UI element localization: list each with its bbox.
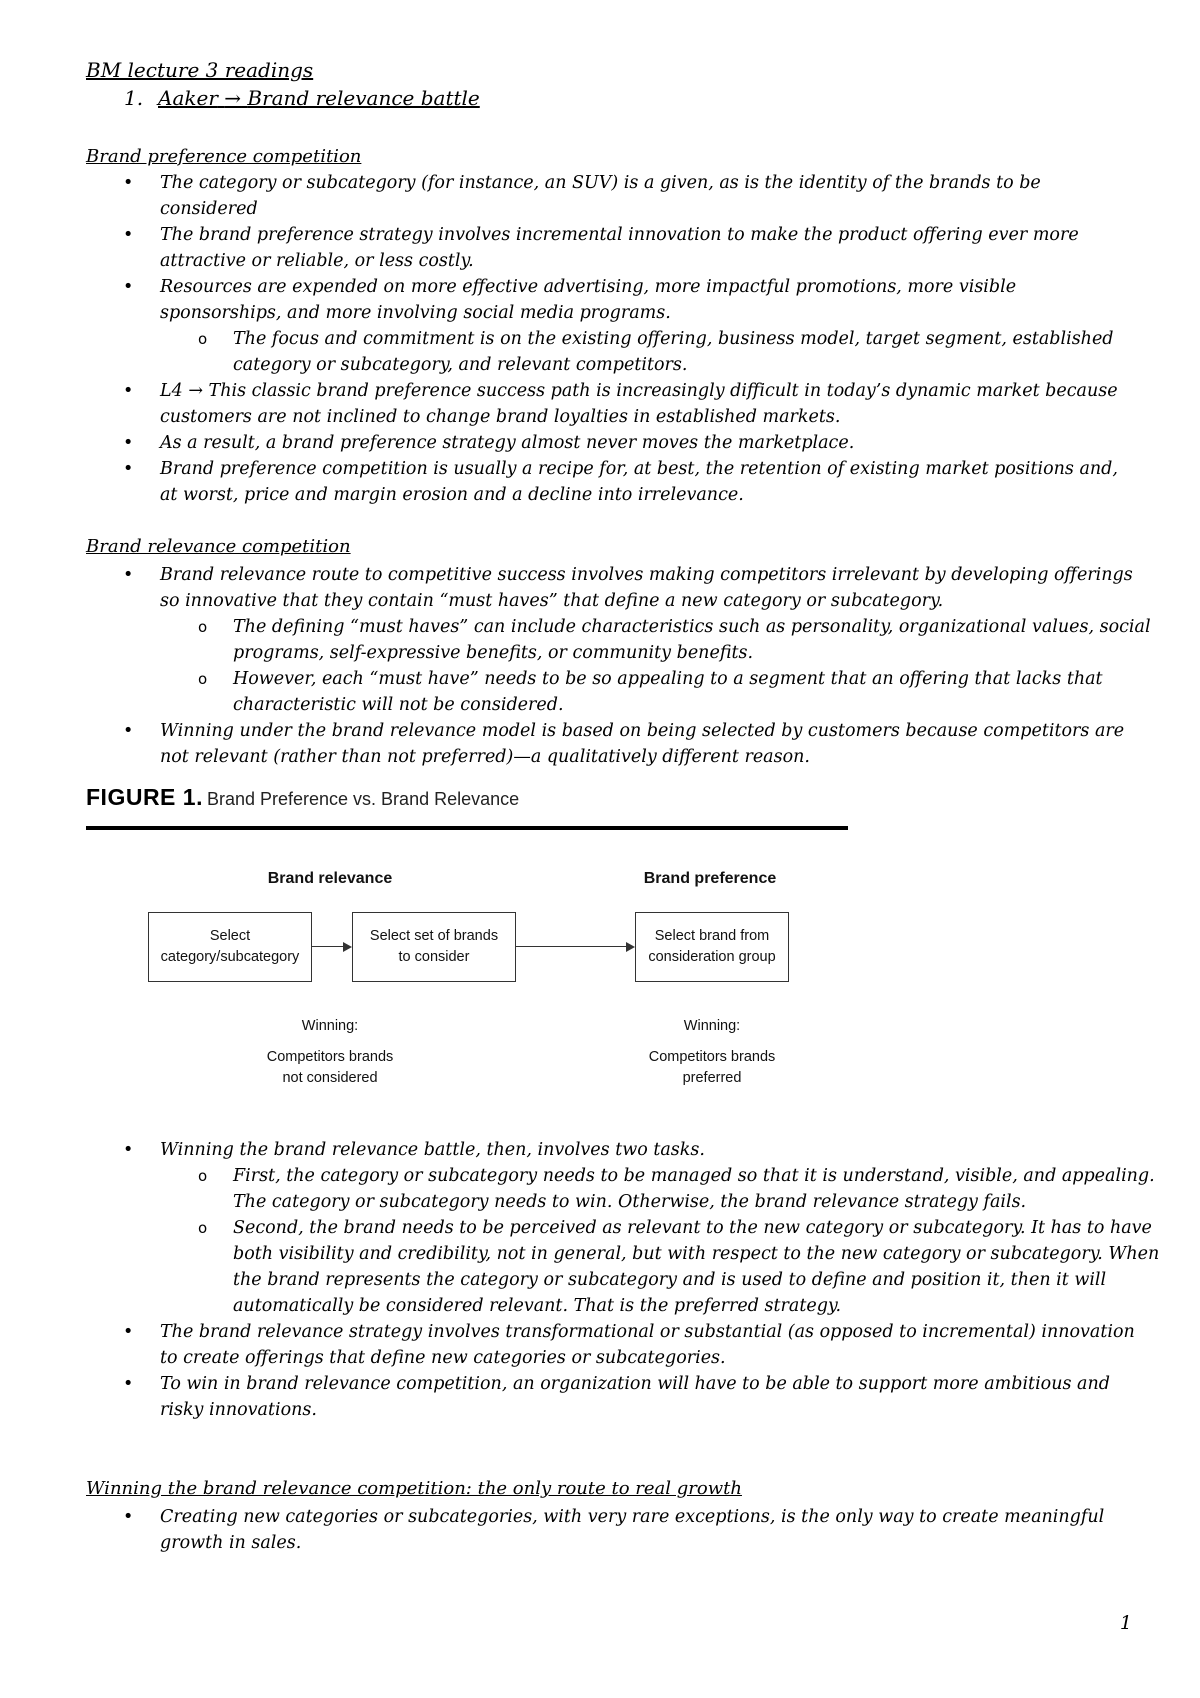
figure-box-select-set: [352, 912, 516, 982]
figure-winning-text: Competitors brands: [648, 1049, 776, 1065]
sub-list-item: o Second, the brand needs to be perceived as relevant to the new category or subcategory. It has to have both visibility and credibility, not in general, but with respect to the new category or subcategory. When the brand represents the category or subcategory and is used to define and position it, then it will automatically be considered relevant. That is the preferred strategy.: [0, 1215, 1200, 1319]
sub-list-item: o First, the category or subcategory needs to be managed so that it is understand, visible, and appealing. The category or subcategory needs to win. Otherwise, the brand relevance strategy fails.: [0, 1163, 1200, 1215]
list-item: • L4 → This classic brand preference success path is increasingly difficult in today’s dynamic market because customers are not inclined to change brand loyalties in established markets.: [0, 378, 1200, 430]
list-item: • Brand relevance route to competitive success involves making competitors irrelevant by developing offerings so innovative that they contain “must haves” that define a new category or subcategory.: [0, 562, 1200, 614]
figure-box-text: to consider: [398, 949, 470, 965]
preference-list: [0, 170, 1200, 508]
figure-winning-text: not considered: [282, 1070, 378, 1086]
figure-arrow-line: [312, 946, 343, 947]
section-heading-growth: Winning the brand relevance competition: the only route to real growth: [86, 1478, 742, 1499]
relevance-list: [0, 562, 1200, 770]
sub-list-item: o The defining “must haves” can include characteristics such as personality, organizational values, social programs, self-expressive benefits, or community benefits.: [0, 614, 1200, 666]
figure-winning-title: Winning:: [683, 1018, 741, 1034]
document-title: BM lecture 3 readings: [86, 58, 314, 82]
battle-list: [0, 1137, 1200, 1423]
arrow-right-icon: [343, 942, 352, 952]
figure-caption: [86, 784, 519, 811]
list-item: • To win in brand relevance competition, an organization will have to be able to support more ambitious and risky innovations.: [0, 1371, 1200, 1423]
figure-relevance-heading: Brand relevance: [267, 870, 393, 887]
figure-box-text: category/subcategory: [160, 949, 300, 965]
figure-box-select-category: [148, 912, 312, 982]
figure-box-text: Select brand from: [654, 928, 770, 944]
figure-label: FIGURE 1.: [86, 784, 203, 810]
figure-box-select-brand: [635, 912, 789, 982]
sub-list-item: o However, each “must have” needs to be so appealing to a segment that an offering that lacks that characteristic will not be considered.: [0, 666, 1200, 718]
figure-divider: [86, 826, 848, 830]
figure-box-text: Select set of brands: [369, 928, 499, 944]
figure-box-text: consideration group: [648, 949, 776, 965]
section-heading-preference: Brand preference competition: [86, 146, 362, 167]
list-item: • The category or subcategory (for instance, an SUV) is a given, as is the identity of the brands to be considered: [0, 170, 1200, 222]
page-number: 1: [1119, 1612, 1132, 1634]
list-item: • The brand preference strategy involves incremental innovation to make the product offering ever more attractive or reliable, or less costly.: [0, 222, 1200, 274]
figure-winning-relevance: [230, 1016, 430, 1089]
growth-list: [0, 1504, 1200, 1556]
figure-preference-heading: Brand preference: [643, 870, 777, 887]
list-item: • Resources are expended on more effective advertising, more impactful promotions, more visible sponsorships, and more involving social media programs.: [0, 274, 1200, 326]
reading-heading: [124, 86, 480, 110]
sub-list-item: o The focus and commitment is on the existing offering, business model, target segment, established category or subcategory, and relevant competitors.: [0, 326, 1200, 378]
reading-topic: Brand relevance battle: [247, 86, 480, 110]
figure-winning-text: preferred: [682, 1070, 742, 1086]
list-item: • Winning the brand relevance battle, then, involves two tasks.: [0, 1137, 1200, 1163]
figure-arrow-line: [516, 946, 626, 947]
list-item: • Brand preference competition is usually a recipe for, at best, the retention of existing market positions and, at worst, price and margin erosion and a decline into irrelevance.: [0, 456, 1200, 508]
figure-winning-text: Competitors brands: [266, 1049, 394, 1065]
arrow-right-icon: [626, 942, 635, 952]
reading-author: Aaker: [158, 86, 218, 110]
figure-box-text: Select: [209, 928, 251, 944]
reading-number: 1.: [124, 86, 144, 110]
list-item: • As a result, a brand preference strategy almost never moves the marketplace.: [0, 430, 1200, 456]
figure-winning-preference: [612, 1016, 812, 1089]
section-heading-relevance: Brand relevance competition: [86, 536, 351, 557]
arrow-right-icon: →: [224, 86, 242, 110]
figure-title: Brand Preference vs. Brand Relevance: [206, 789, 520, 809]
list-item: • The brand relevance strategy involves transformational or substantial (as opposed to incremental) innovation to create offerings that define new categories or subcategories.: [0, 1319, 1200, 1371]
figure-winning-title: Winning:: [301, 1018, 359, 1034]
list-item: • Winning under the brand relevance model is based on being selected by customers because competitors are not relevant (rather than not preferred)—a qualitatively different reason.: [0, 718, 1200, 770]
list-item: • Creating new categories or subcategories, with very rare exceptions, is the only way to create meaningful growth in sales.: [0, 1504, 1200, 1556]
